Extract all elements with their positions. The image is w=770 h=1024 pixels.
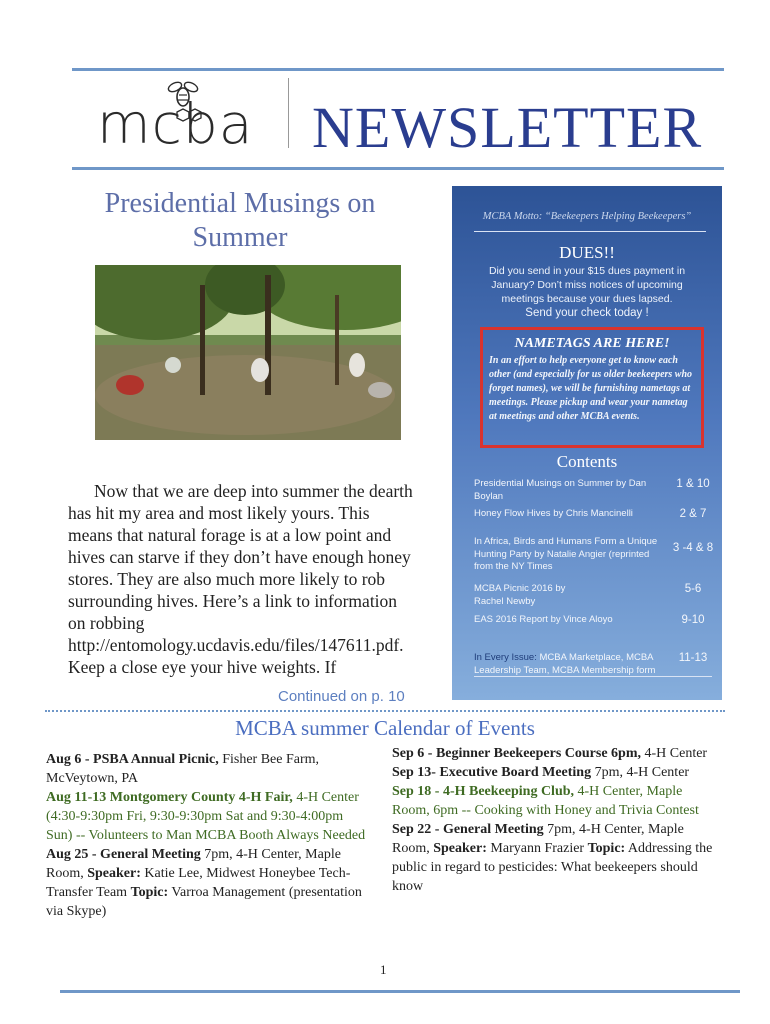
event-date: Aug 25 - General Meeting: [46, 847, 201, 862]
toc-item[interactable]: [474, 583, 714, 608]
article-body: [68, 480, 418, 678]
motto: MCBA Motto: “Beekeepers Helping Beekeepers”: [482, 211, 692, 222]
continued-link[interactable]: Continued on p. 10: [278, 688, 405, 705]
event-detail: 4-H Center (4:30-9:30pm Fri, 9:30-9:30pm Sat and 9:30-4:00pm Sun) -- Volunteers to Man MCBA Booth Always Needed: [46, 790, 366, 843]
toc-pages: 2 & 7: [679, 508, 707, 520]
toc-item[interactable]: [474, 614, 714, 627]
topic-text: Addressing the public in regard to pesticides: What beekeepers should know: [392, 841, 713, 894]
toc-title: In Africa, Birds and Humans Form a Unique Hunting Party by Natalie Angier (reprinted from the NY Times: [474, 536, 658, 572]
event-date: Sep 6 - Beginner Beekeepers Course 6pm,: [392, 746, 641, 761]
toc-item[interactable]: [474, 536, 714, 573]
toc-pages: 5-6: [684, 583, 702, 595]
logo-divider: [288, 78, 289, 148]
dues-heading: DUES!!: [559, 243, 615, 262]
calendar-right-column: [392, 744, 722, 896]
event-date: Sep 22 - General Meeting: [392, 822, 544, 837]
event-date: Sep 13- Executive Board Meeting: [392, 765, 592, 780]
toc-title: MCBA Picnic 2016 by Rachel Newby: [474, 583, 566, 607]
nametag-heading: NAMETAGS ARE HERE!: [514, 336, 670, 351]
bottom-rule: [60, 990, 740, 993]
picnic-photo: [95, 265, 401, 440]
dues-text: [472, 264, 702, 320]
event-item: [46, 788, 366, 845]
article-paragraph: Now that we are deep into summer the dearth has hit my area and most likely yours. This means that natural forage is at a low point and hives can starve if they don’t have enough honey stores. They are also much more likely to rob surrounding hives. Here’s a link to information on robbing http://entomology.ucdavis.edu/files/147611.pdf. Keep a close eye your hive weights. If: [68, 481, 413, 677]
toc-item[interactable]: [474, 652, 714, 677]
nametag-box: [480, 327, 704, 448]
topic-text: Varroa Management (presentation via Skype): [46, 885, 362, 919]
toc-title: EAS 2016 Report by Vince Aloyo: [474, 614, 613, 625]
motto-rule: [474, 231, 706, 232]
dues-body: Did you send in your $15 dues payment in January? Don’t miss notices of upcoming meetings because your dues lapsed.: [488, 265, 686, 305]
logo-wordmark: mcba: [97, 92, 254, 156]
topic-label: Topic:: [587, 841, 626, 856]
header-rule: [72, 167, 724, 170]
event-date: Sep 18 - 4-H Beekeeping Club,: [392, 784, 575, 799]
event-detail: 7pm, 4-H Center, Maple Room,: [46, 847, 341, 881]
nametag-text: In an effort to help everyone get to know each other (and especially for us older beekeepers who forget names), we will be furnishing nametags at meetings. Please pickup and wear your nametag at meetings and other MCBA events.: [489, 355, 693, 422]
toc-pages: 1 & 10: [676, 478, 710, 490]
event-item: [392, 820, 722, 896]
page-number: 1: [380, 962, 387, 977]
top-rule: [72, 68, 724, 71]
event-item: [392, 744, 722, 763]
toc-title: Honey Flow Hives by Chris Mancinelli: [474, 508, 633, 519]
dues-cta: Send your check today !: [525, 307, 649, 319]
toc-item[interactable]: [474, 478, 714, 503]
event-detail: 7pm, 4-H Center, Maple Room,: [392, 822, 684, 856]
event-date: Aug 11-13 Montgomery County 4-H Fair,: [46, 790, 293, 805]
topic-label: Topic:: [130, 885, 169, 900]
toc-rule: [474, 676, 712, 677]
calendar-title: MCBA summer Calendar of Events: [235, 716, 535, 740]
event-item: [392, 763, 722, 782]
event-detail: 4-H Center, Maple Room, 6pm -- Cooking with Honey and Trivia Contest: [392, 784, 699, 818]
speaker-name: Maryann Frazier: [486, 841, 588, 856]
speaker-label: Speaker:: [87, 866, 141, 881]
calendar-left-column: [46, 750, 366, 921]
event-item: [46, 845, 366, 921]
event-date: Aug 6 - PSBA Annual Picnic,: [46, 752, 219, 767]
toc-title: Presidential Musings on Summer by Dan Boylan: [474, 478, 647, 502]
event-detail: 4-H Center: [641, 746, 708, 761]
event-item: [46, 750, 366, 788]
every-issue-text: MCBA Marketplace, MCBA Leadership Team, MCBA Membership form: [474, 652, 656, 676]
contents-heading: Contents: [556, 452, 618, 471]
toc-title: [474, 652, 659, 677]
speaker-name: Katie Lee, Midwest Honeybee Tech-Transfer Team: [46, 866, 351, 900]
speaker-label: Speaker:: [433, 841, 487, 856]
newsletter-title: NEWSLETTER: [312, 95, 703, 160]
dotted-divider: [45, 710, 725, 712]
toc-pages: 11-13: [678, 652, 708, 664]
article-title: Presidential Musings on Summer: [104, 188, 376, 253]
toc-pages: 9-10: [681, 614, 705, 626]
event-item: [392, 782, 722, 820]
toc-pages: 3 -4 & 8: [672, 542, 714, 554]
event-detail: 7pm, 4-H Center: [591, 765, 690, 780]
toc-item[interactable]: [474, 508, 714, 521]
event-detail: Fisher Bee Farm, McVeytown, PA: [46, 752, 320, 786]
every-issue-label: In Every Issue:: [474, 652, 537, 663]
sidebar: [452, 186, 722, 700]
